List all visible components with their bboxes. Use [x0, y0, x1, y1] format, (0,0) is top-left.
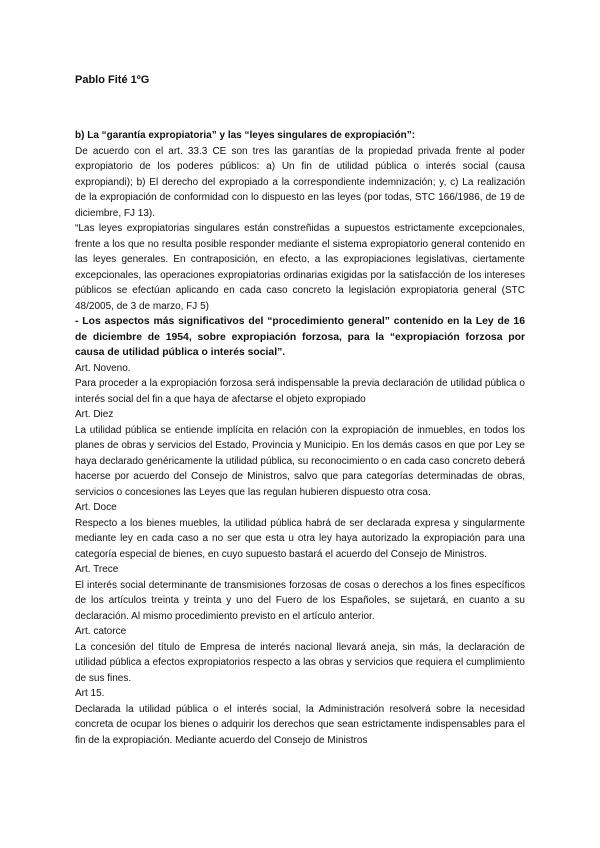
document-body [75, 128, 525, 748]
bold-paragraph: - Los aspectos más significativos del “procedimiento general” contenido en la Ley de 16 de diciembre de 1954, sobre expropiación forzosa, para la “expropiación forzosa por causa de utilidad pública o interés social”. [75, 316, 525, 358]
article-text: La utilidad pública se entiende implícita en relación con la expropiación de inmuebles, en todos los planes de obras y servicios del Estado, Provincia y Municipio. En los demás casos en que por Ley se haya declarado genéricamente la utilidad pública, su reconocimiento o en cada caso concreto deberá hacerse por acuerdo del Consejo de Ministros, salvo que para categorías determinadas de obras, servicios o concesiones las Leyes que las regulan hubieren dispuesto otra cosa. [75, 424, 525, 498]
intro-paragraph: De acuerdo con el art. 33.3 CE son tres las garantías de la propiedad privada frente al poder expropiatorio de los poderes públicos: a) Un fin de utilidad pública o interés social (causa expropiandi); b) El derecho del expropiado a la correspondiente indemnización; y, c) La realización de la expropiación de conformidad con lo dispuesto en las leyes (por todas, STC 166/1986, de 19 de diciembre, FJ 13). [75, 145, 525, 219]
article-title: Art. Doce [75, 502, 117, 513]
article-title: Art. Diez [75, 409, 114, 420]
article-title: Art. catorce [75, 626, 127, 637]
article-text: Para proceder a la expropiación forzosa será indispensable la previa declaración de utilidad pública o interés social del fin a que haya de afectarse el objeto expropiado [75, 378, 525, 405]
section-heading: b) La “garantía expropiatoria” y las “leyes singulares de expropiación”: [75, 130, 416, 141]
article-text: Declarada la utilidad pública o el interés social, la Administración resolverá sobre la necesidad concreta de ocupar los bienes o adquirir los derechos que sean estrictamente indispensables para el fin de la expropiación. Mediante acuerdo del Consejo de Ministros [75, 703, 525, 746]
article-text: La concesión del título de Empresa de interés nacional llevará aneja, sin más, la declaración de utilidad pública a efectos expropiatorios respecto a las obras y servicios que requiera el cumplimiento de sus fines. [75, 641, 525, 684]
article-title: Art. Noveno. [75, 362, 131, 374]
article-title: Art 15. [75, 688, 105, 699]
author-line: Pablo Fité 1ºG [75, 74, 150, 86]
article-title: Art. Trece [75, 564, 119, 575]
article-text: El interés social determinante de transmisiones forzosas de cosas o derechos a los fines específicos de los artículos treinta y treinta y uno del Fuero de los Españoles, se sujetará, en cuanto a su declaración. Al mismo procedimiento previsto en el artículo anterior. [75, 579, 525, 622]
quote-paragraph: “Las leyes expropiatorias singulares están constreñidas a supuestos estrictamente excepcionales, frente a los que no resulta posible responder mediante el sistema expropiatorio general contenido en las leyes generales. En contraposición, en efecto, a las expropiaciones legislativas, ciertamente excepcionales, las operaciones expropiatorias ordinarias exigidas por la satisfacción de los intereses públicos se efectúan aplicando en cada caso concreto la legislación expropiatoria general (STC 48/2005, de 3 de marzo, FJ 5) [75, 223, 525, 312]
article-text: Respecto a los bienes muebles, la utilidad pública habrá de ser declarada expresa y singularmente mediante ley en cada caso a no ser que esta u otra ley haya autorizado la expropiación para una categoría especial de bienes, en cuyo supuesto bastará el acuerdo del Consejo de Ministros. [75, 517, 525, 560]
